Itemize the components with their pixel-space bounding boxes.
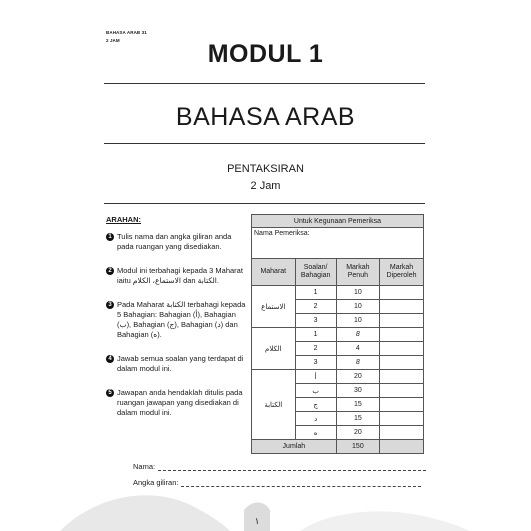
total-full-mark: 150 — [336, 440, 379, 454]
number-badge: 3 — [106, 301, 114, 309]
full-mark-cell: 10 — [336, 286, 379, 300]
full-mark-cell: 30 — [336, 384, 379, 398]
full-mark-cell: 4 — [336, 342, 379, 356]
instruction-item — [106, 354, 246, 374]
divider — [104, 203, 425, 204]
instruction-text: Modul ini terbahagi kepada 3 Maharat iaitu الاستماع، الكلام dan الكتابة. — [117, 266, 243, 285]
module-title: MODUL 1 — [207, 40, 324, 68]
instruction-text: Jawab semua soalan yang terdapat di dalam modul ini. — [117, 354, 244, 373]
obtained-mark-cell[interactable] — [380, 328, 424, 342]
col-header-maharat: Maharat — [252, 259, 296, 286]
obtained-mark-cell[interactable] — [380, 398, 424, 412]
full-mark-cell: 15 — [336, 412, 379, 426]
header-duration: 2 JAM — [106, 38, 120, 43]
instruction-text: Jawapan anda hendaklah ditulis pada ruangan jawapan yang disediakan di dalam modul ini. — [117, 388, 243, 417]
col-header-markah-diperoleh: Markah Diperoleh — [380, 259, 424, 286]
full-mark-cell: 20 — [336, 426, 379, 440]
question-cell: 2 — [295, 300, 336, 314]
page-number: ١ — [254, 517, 260, 527]
divider — [104, 83, 425, 84]
number-badge: 4 — [106, 355, 114, 363]
instruction-item — [106, 300, 246, 340]
paper-curl-shape — [60, 495, 230, 531]
obtained-mark-cell[interactable] — [380, 314, 424, 328]
full-mark-cell: 15 — [336, 398, 379, 412]
header-subject-code: BAHASA ARAB 31 — [106, 30, 147, 35]
maharat-cell: الاستماع — [252, 286, 296, 328]
total-label: Jumlah — [252, 440, 337, 454]
question-cell: ب — [295, 384, 336, 398]
obtained-mark-cell[interactable] — [380, 356, 424, 370]
question-cell: أ — [295, 370, 336, 384]
maharat-cell: الكتابة — [252, 370, 296, 440]
number-badge: 1 — [106, 233, 114, 241]
maharat-cell: الكلام — [252, 328, 296, 370]
full-mark-cell: 20 — [336, 370, 379, 384]
instruction-item — [106, 232, 246, 252]
question-cell: د — [295, 412, 336, 426]
question-cell: ه — [295, 426, 336, 440]
instructions-heading: ARAHAN: — [106, 215, 141, 224]
assessment-label: PENTAKSIRAN — [227, 163, 304, 175]
instructions — [106, 215, 246, 432]
obtained-mark-cell[interactable] — [380, 412, 424, 426]
full-mark-cell: 10 — [336, 314, 379, 328]
instruction-item — [106, 266, 246, 286]
question-cell: ج — [295, 398, 336, 412]
examiner-table — [251, 214, 424, 454]
obtained-mark-cell[interactable] — [380, 286, 424, 300]
instruction-text: Tulis nama dan angka giliran anda pada ruangan yang disediakan. — [117, 232, 232, 251]
question-cell: 3 — [295, 314, 336, 328]
divider — [104, 143, 425, 144]
col-header-soalan: Soalan/ Bahagian — [295, 259, 336, 286]
obtained-mark-cell[interactable] — [380, 300, 424, 314]
obtained-mark-cell[interactable] — [380, 426, 424, 440]
full-mark-cell: 10 — [336, 300, 379, 314]
col-header-markah-penuh: Markah Penuh — [336, 259, 379, 286]
footer-decoration — [0, 440, 531, 531]
number-badge: 2 — [106, 267, 114, 275]
full-mark-cell: 8 — [336, 328, 379, 342]
obtained-mark-cell[interactable] — [380, 342, 424, 356]
instruction-item — [106, 388, 246, 418]
instruction-text: Pada Maharat الكتابة terbahagi kepada 5 Bahagian: Bahagian (أ), Bahagian (ب), Bahagian (ج), Bahagian (د) dan Bahagian (ه). — [117, 300, 246, 339]
table-title: Untuk Kegunaan Pemeriksa — [252, 215, 424, 228]
full-mark-cell: 8 — [336, 356, 379, 370]
question-cell: 1 — [295, 328, 336, 342]
candidate-number-label: Angka giliran: — [133, 478, 179, 487]
question-cell: 1 — [295, 286, 336, 300]
subject-title: BAHASA ARAB — [175, 103, 356, 131]
obtained-mark-cell[interactable] — [380, 370, 424, 384]
number-badge: 5 — [106, 389, 114, 397]
examiner-name-cell[interactable]: Nama Pemeriksa: — [252, 228, 424, 259]
question-cell: 2 — [295, 342, 336, 356]
paper-curl-shape — [300, 511, 470, 531]
obtained-mark-cell[interactable] — [380, 384, 424, 398]
name-label: Nama: — [133, 462, 156, 471]
question-cell: 3 — [295, 356, 336, 370]
duration-label: 2 Jam — [250, 180, 281, 192]
